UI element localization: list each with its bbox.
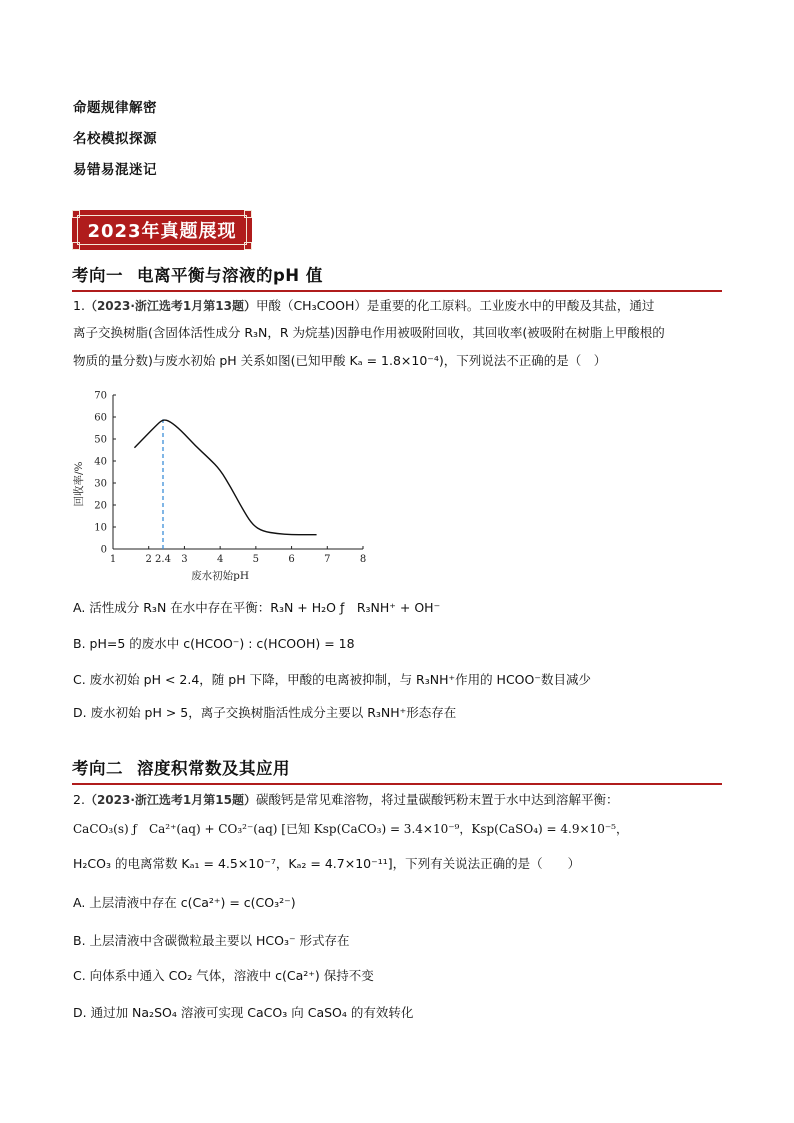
q2-line-1 (73, 791, 618, 809)
section-1-prefix: 考向一 (72, 266, 123, 285)
toc-item-1: 命题规律解密 (73, 100, 157, 116)
y-tick-label: 70 (94, 390, 107, 402)
q2-option-a: A. 上层清液中存在 c(Ca²⁺) = c(CO₃²⁻) (73, 895, 296, 910)
q1-option-c: C. 废水初始 pH < 2.4，随 pH 下降，甲酸的电离被抑制，与 R₃NH⁺作用的 HCOO⁻数目减少 (73, 672, 591, 687)
x-tick-label: 3 (181, 554, 188, 565)
q2-option-c: C. 向体系中通入 CO₂ 气体，溶液中 c(Ca²⁺) 保持不变 (73, 968, 374, 983)
recovery-rate-chart (70, 385, 380, 590)
recovery-curve (134, 420, 316, 535)
q1-line-3: 物质的量分数)与废水初始 pH 关系如图(已知甲酸 Kₐ = 1.8×10⁻⁴)，下列说法不正确的是（ ） (73, 353, 607, 368)
q1-source: （2023·浙江选考1月第13题） (84, 299, 256, 313)
section-2-title: 溶度积常数及其应用 (137, 759, 290, 778)
y-tick-label: 10 (94, 522, 107, 534)
y-tick-label: 50 (94, 434, 107, 446)
q1-line-1 (73, 297, 654, 315)
q2-line-2: CaCO₃(s) ƒ Ca²⁺(aq) + CO₃²⁻(aq) [已知 Ksp(CaCO₃) = 3.4×10⁻⁹，Ksp(CaSO₄) = 4.9×10⁻⁵， (73, 822, 628, 836)
x-tick-label: 1 (109, 554, 117, 565)
q1-option-d: D. 废水初始 pH > 5，离子交换树脂活性成分主要以 R₃NH⁺形态存在 (73, 705, 457, 720)
q1-line-2: 离子交换树脂(含固体活性成分 R₃N，R 为烷基)因静电作用被吸附回收，其回收率(被吸附在树脂上甲酸根的 (73, 325, 665, 340)
y-tick-label: 30 (94, 478, 107, 490)
x-axis-label: 废水初始pH (191, 570, 250, 582)
y-tick-label: 60 (94, 412, 107, 424)
q1-option-a: A. 活性成分 R₃N 在水中存在平衡：R₃N + H₂O ƒ R₃NH⁺ + OH⁻ (73, 600, 441, 615)
toc-item-2: 名校模拟探源 (73, 131, 157, 147)
q2-line-3: H₂CO₃ 的电离常数 Kₐ₁ = 4.5×10⁻⁷，Kₐ₂ = 4.7×10⁻¹¹]，下列有关说法正确的是（ ） (73, 856, 581, 871)
q2-option-d: D. 通过加 Na₂SO₄ 溶液可实现 CaCO₃ 向 CaSO₄ 的有效转化 (73, 1005, 414, 1020)
toc-item-3: 易错易混迷记 (73, 162, 157, 178)
y-tick-label: 40 (94, 456, 107, 468)
q1-option-b: B. pH=5 的废水中 c(HCOO⁻) : c(HCOOH) = 18 (73, 636, 355, 651)
q1-number: 1. (73, 298, 85, 313)
y-tick-label: 0 (100, 544, 107, 556)
section-1-heading (72, 262, 722, 292)
section-1-title: 电离平衡与溶液的pH 值 (137, 266, 323, 285)
x-tick-label: 8 (359, 554, 367, 565)
x-tick-label: 7 (324, 554, 331, 565)
banner-title: 2023年真题展现 (77, 215, 247, 245)
q2-source: （2023·浙江选考1月第15题） (84, 793, 256, 807)
y-tick-label: 20 (94, 500, 107, 512)
x-tick-label: 4 (216, 554, 224, 565)
y-axis-label: 回收率/% (73, 461, 85, 507)
x-tick-label: 2 (145, 554, 152, 565)
q2-text-1: 碳酸钙是常见难溶物，将过量碳酸钙粉末置于水中达到溶解平衡： (255, 792, 619, 807)
x-tick-label: 2.4 (155, 554, 171, 565)
q1-text-1: 甲酸（CH₃COOH）是重要的化工原料。工业废水中的甲酸及其盐，通过 (255, 298, 655, 313)
section-banner (72, 210, 252, 250)
q2-number: 2. (73, 792, 85, 807)
q2-option-b: B. 上层清液中含碳微粒最主要以 HCO₃⁻ 形式存在 (73, 933, 350, 948)
x-tick-label: 6 (288, 554, 295, 565)
x-tick-label: 5 (252, 554, 260, 565)
section-2-prefix: 考向二 (72, 759, 123, 778)
section-2-heading (72, 755, 722, 785)
